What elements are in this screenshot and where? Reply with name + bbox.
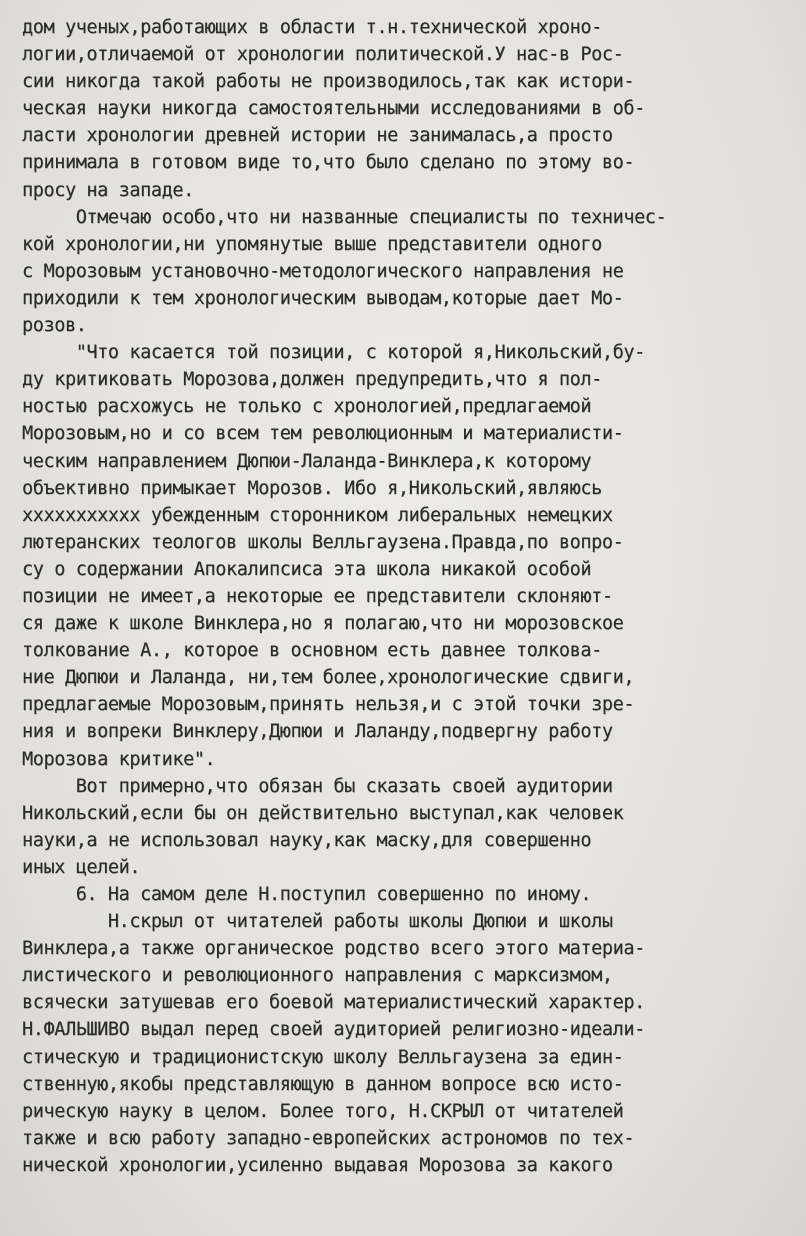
text-line: рическую науку в целом. Более того, Н.СКРЫЛ от читателей xyxy=(22,1100,624,1122)
text-line: позиции не имеет,а некоторые ее представители склоняют- xyxy=(22,585,613,607)
text-line: сии никогда такой работы не производилось,так как истори- xyxy=(22,71,635,93)
text-line: толкование А., которое в основном есть давнее толкова- xyxy=(22,640,602,662)
text-line: 6. На самом деле Н.поступил совершенно по иному. xyxy=(22,884,592,905)
text-line: ния и вопреки Винклеру,Дюпюи и Лаланду,подвергну работу xyxy=(22,721,613,743)
text-line: стическую и традиционистскую школу Велльгаузена за един- xyxy=(22,1046,624,1068)
text-line: приходили к тем хронологическим выводам,которые дает Мо- xyxy=(22,287,624,309)
text-line: Морозовым,но и со всем тем революционным и материалисти- xyxy=(22,423,624,445)
text-line: Отмечаю особо,что ни названные специалисты по техничес- xyxy=(22,206,667,228)
text-line: листического и революционного направления с марксизмом, xyxy=(22,965,613,987)
text-line: Морозова критике". xyxy=(22,748,216,770)
text-line: принимала в готовом виде то,что было сделано по этому во- xyxy=(22,152,635,174)
text-line: "Что касается той позиции, с которой я,Никольский,бу- xyxy=(22,342,645,364)
text-line: ческая науки никогда самостоятельными исследованиями в об- xyxy=(22,98,645,120)
text-line: Никольский,если бы он действительно выступал,как человек xyxy=(22,802,624,824)
text-line: лютеранских теологов школы Велльгаузена.Правда,по вопро- xyxy=(22,531,624,553)
text-line: также и всю работу западно-европейских астрономов по тех- xyxy=(22,1127,635,1149)
text-line: кой хронологии,ни упомянутые выше представители одного xyxy=(22,233,602,255)
text-line: ственную,якобы представляющую в данном вопросе всю исто- xyxy=(22,1073,624,1095)
text-line: розов. xyxy=(22,315,87,337)
text-line: Н.скрыл от читателей работы школы Дюпюи и школы xyxy=(22,911,613,933)
text-line: объективно примыкает Морозов. Ибо я,Никольский,являюсь xyxy=(22,477,602,499)
text-line: ся даже к школе Винклера,но я полагаю,что ни морозовское xyxy=(22,613,624,635)
text-line: ду критиковать Морозова,должен предупредить,что я пол- xyxy=(22,369,602,391)
text-line: ческим направлением Дюпюи-Лаланда-Винклера,к которому xyxy=(22,450,592,472)
text-line: xxxxxxxxxxx убежденным сторонником либеральных немецких xyxy=(22,504,613,526)
text-line: иных целей. xyxy=(22,856,141,878)
text-line: ностью расхожусь не только с хронологией,предлагаемой xyxy=(22,396,592,418)
text-line: ние Дюпюи и Лаланда, ни,тем более,хронологические сдвиги, xyxy=(22,667,635,689)
document-body xyxy=(22,14,792,1179)
text-line: просу на западе. xyxy=(22,179,194,201)
text-line: науки,а не использовал науку,как маску,для совершенно xyxy=(22,829,592,851)
text-line: дом ученых,работающих в области т.н.технической хроно- xyxy=(22,17,602,38)
text-line: предлагаемые Морозовым,принять нельзя,и с этой точки зре- xyxy=(22,694,635,716)
text-line: су о содержании Апокалипсиса эта школа никакой особой xyxy=(22,558,592,580)
text-line: Н.ФАЛЬШИВО выдал перед своей аудиторией религиозно-идеали- xyxy=(22,1019,645,1041)
text-line: всячески затушевав его боевой материалистический характер. xyxy=(22,992,645,1014)
text-line: Вот примерно,что обязан бы сказать своей аудитории xyxy=(22,775,613,797)
text-line: логии,отличаемой от хронологии политической.У нас-в Рос- xyxy=(22,44,624,66)
text-line: Винклера,а также органическое родство всего этого материа- xyxy=(22,938,645,960)
text-line: с Морозовым установочно-методологического направления не xyxy=(22,260,624,282)
text-line: ласти хронологии древней истории не занималась,а просто xyxy=(22,125,613,147)
text-line: нической хронологии,усиленно выдавая Морозова за какого xyxy=(22,1154,613,1176)
